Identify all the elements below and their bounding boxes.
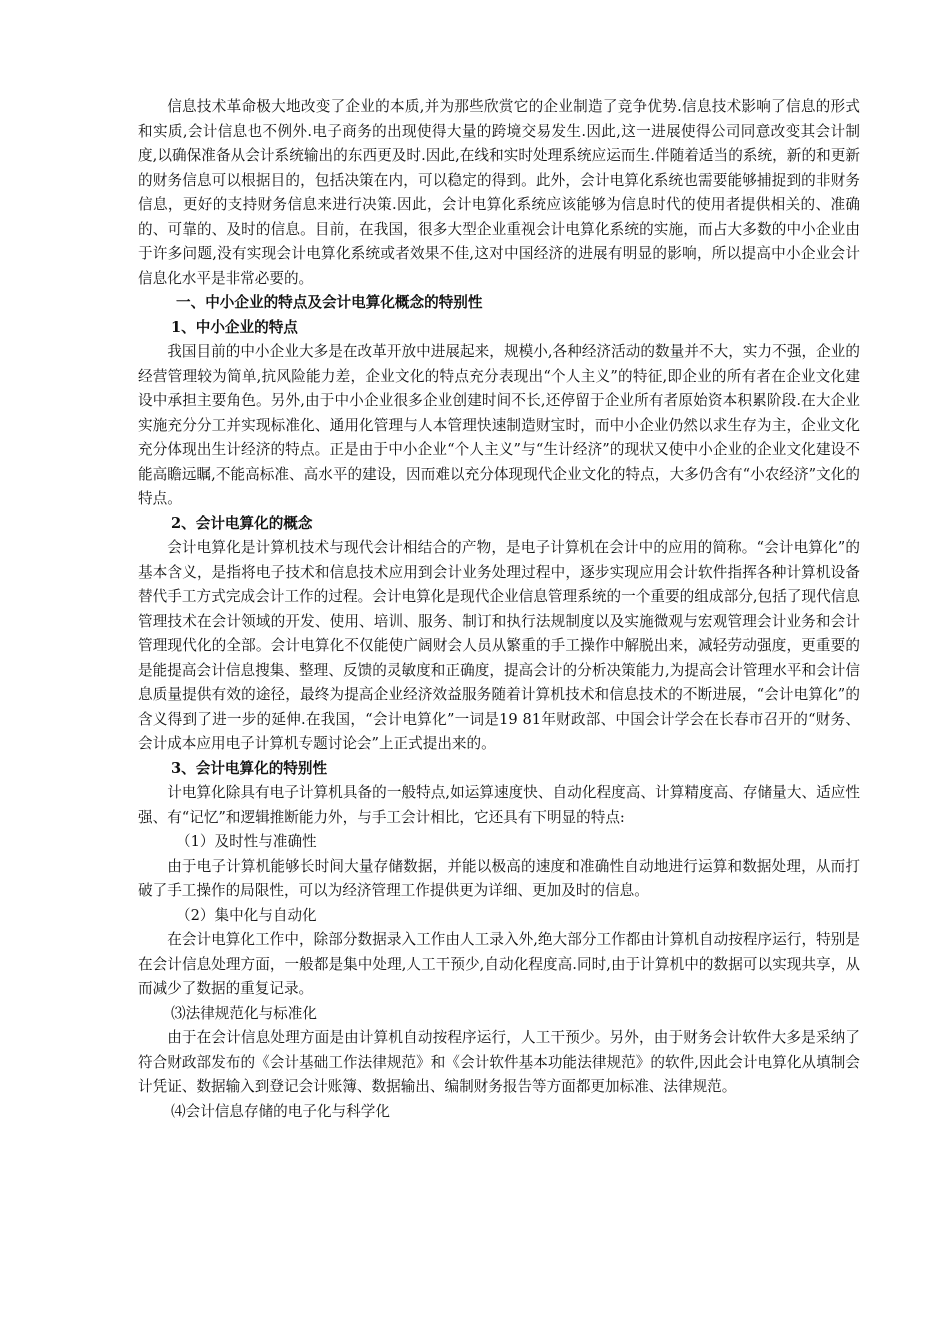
body-paragraph: 在会计电算化工作中，除部分数据录入工作由人工录入外,绝大部分工作都由计算机自动按程序运行，特别是在会计信息处理方面，一般都是集中处理,人工干预少,自动化程度高.同时,由于计算机中的数据可以实现共享，从而减少了数据的重复记录。 bbox=[138, 931, 860, 997]
subsection-heading: 3、会计电算化的特别性 bbox=[171, 759, 328, 777]
item-heading: ⑶法律规范化与标准化 bbox=[171, 1004, 317, 1022]
item-heading: （1）及时性与准确性 bbox=[176, 833, 317, 850]
body-paragraph: 由于电子计算机能够长时间大量存储数据，并能以极高的速度和准确性自动地进行运算和数据处理，从而打破了手工操作的局限性，可以为经济管理工作提供更为详细、更加及时的信息。 bbox=[138, 857, 860, 899]
body-paragraph: 计电算化除具有电子计算机具备的一般特点,如运算速度快、自动化程度高、计算精度高、存储量大、适应性强、有“记忆”和逻辑推断能力外，与手工会计相比，它还具有下明显的特点: bbox=[138, 784, 860, 826]
subsection-heading: 2、会计电算化的概念 bbox=[171, 514, 313, 532]
intro-paragraph: 信息技术革命极大地改变了企业的本质,并为那些欣赏它的企业制造了竞争优势.信息技术影响了信息的形式和实质,会计信息也不例外.电子商务的出现使得大量的跨境交易发生.因此,这一进展使得公司同意改变其会计制度,以确保准备从会计系统输出的东西更及时.因此,在线和实时处理系统应运而生.伴随着适当的系统，新的和更新的财务信息可以根据目的，包括决策在内，可以稳定的得到。此外，会计电算化系统也需要能够捕捉到的非财务信息，更好的支持财务信息来进行决策.因此，会计电算化系统应该能够为信息时代的使用者提供相关的、准确的、可靠的、及时的信息。目前，在我国，很多大型企业重视会计电算化系统的实施，而占大多数的中小企业由于许多问题,没有实现会计电算化系统或者效果不佳,这对中国经济的进展有明显的影响，所以提高中小企业会计信息化水平是非常必要的。 bbox=[138, 98, 860, 287]
body-paragraph: 由于在会计信息处理方面是由计算机自动按程序运行，人工干预少。另外，由于财务会计软件大多是采纳了符合财政部发布的《会计基础工作法律规范》和《会计软件基本功能法律规范》的软件,因此会计电算化从填制会计凭证、数据输入到登记会计账簿、数据输出、编制财务报告等方面都更加标准、法律规范。 bbox=[138, 1029, 860, 1095]
item-heading: ⑷会计信息存储的电子化与科学化 bbox=[171, 1102, 390, 1120]
body-paragraph: 我国目前的中小企业大多是在改革开放中进展起来，规模小,各种经济活动的数量并不大，实力不强，企业的经营管理较为简单,抗风险能力差，企业文化的特点充分表现出“个人主义”的特征,即企业的所有者在企业文化建设中承担主要角色。另外,由于中小企业很多企业创建时间不长,还停留于企业所有者原始资本积累阶段.在大企业实施充分分工并实现标准化、通用化管理与人本管理快速制造财宝时，而中小企业仍然以求生存为主，企业文化充分体现出生计经济的特点。正是由于中小企业“个人主义”与“生计经济”的现状又使中小企业的企业文化建设不能高瞻远瞩,不能高标准、高水平的建设，因而难以充分体现现代企业文化的特点，大多仍含有“小农经济”文化的特点。 bbox=[138, 343, 860, 507]
document-body bbox=[138, 95, 860, 1124]
subsection-heading: 1、中小企业的特点 bbox=[171, 318, 298, 336]
item-heading: （2）集中化与自动化 bbox=[176, 906, 317, 924]
body-paragraph: 会计电算化是计算机技术与现代会计相结合的产物，是电子计算机在会计中的应用的简称。“会计电算化”的基本含义，是指将电子技术和信息技术应用到会计业务处理过程中，逐步实现应用会计软件指挥各种计算机设备替代手工方式完成会计工作的过程。会计电算化是现代企业信息管理系统的一个重要的组成部分,包括了现代信息管理技术在会计领域的开发、使用、培训、服务、制订和执行法规制度以及实施微观与宏观管理会计业务和会计管理现代化的全部。会计电算化不仅能使广阔财会人员从繁重的手工操作中解脱出来，减轻劳动强度，更重要的是能提高会计信息搜集、整理、反馈的灵敏度和正确度，提高会计的分析决策能力,为提高会计管理水平和会计信息质量提供有效的途径，最终为提高企业经济效益服务随着计算机技术和信息技术的不断进展，“会计电算化”的含义得到了进一步的延伸.在我国，“会计电算化”一词是19 81年财政部、中国会计学会在长春市召开的“财务、会计成本应用电子计算机专题讨论会”上正式提出来的。 bbox=[138, 539, 860, 752]
section-heading: 一、中小企业的特点及会计电算化概念的特别性 bbox=[176, 294, 483, 311]
